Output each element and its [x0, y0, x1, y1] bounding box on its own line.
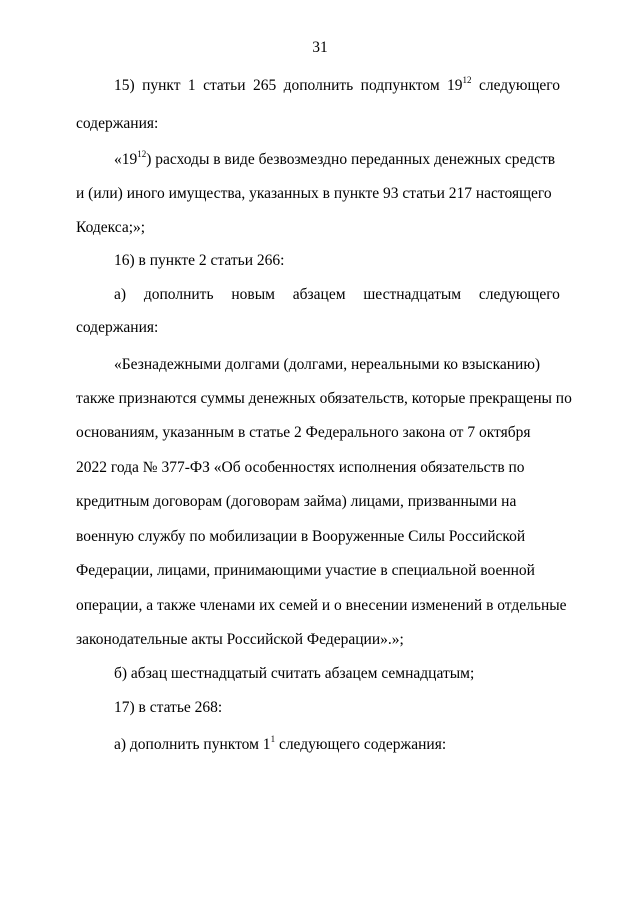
text-line: Федерации, лицами, принимающими участие в специальной военной	[76, 562, 535, 579]
text-line: 17) в статье 268:	[114, 699, 223, 716]
page-number: 31	[312, 39, 328, 56]
superscript: 12	[462, 75, 472, 85]
text-line	[114, 76, 560, 96]
text-fragment: 15) пункт 1 статьи 265 дополнить подпунктом $19^{12}$ следующего	[114, 75, 560, 94]
text-line: а) дополнить пунктом $1^1$ следующего содержания:	[114, 734, 447, 753]
text-line: 2022 года № 377-ФЗ «Об особенностях исполнения обязательств по	[76, 459, 525, 476]
word: абзацем	[292, 286, 346, 303]
text-line: содержания:	[76, 115, 159, 132]
text-line: военную службу по мобилизации в Вооруженные Силы Российской	[76, 528, 526, 545]
word: а)	[114, 286, 127, 303]
text-line: 16) в пункте 2 статьи 266:	[114, 252, 285, 269]
superscript: 1	[270, 734, 276, 744]
word: дополнить	[143, 286, 214, 303]
text-line: «Безнадежными долгами (долгами, нереальными ко взысканию)	[114, 356, 541, 373]
text-line: б) абзац шестнадцатый считать абзацем семнадцатым;	[114, 665, 475, 682]
text-line: и (или) иного имущества, указанных в пункте 93 статьи 217 настоящего	[76, 185, 552, 202]
word: шестнадцатым	[363, 286, 462, 303]
word: следующего	[478, 286, 560, 303]
word: новым	[231, 286, 275, 303]
text-line: Кодекса;»;	[76, 219, 146, 236]
text-line: также признаются суммы денежных обязательств, которые прекращены по	[76, 390, 572, 407]
text-line: содержания:	[76, 319, 159, 336]
text-line: кредитным договорам (договорам займа) лицами, призванными на	[76, 493, 517, 510]
text-line: основаниям, указанным в статье 2 Федерального закона от 7 октября	[76, 424, 531, 441]
text-line: законодательные акты Российской Федерации».»;	[76, 631, 404, 648]
text-line: «$19^{12}$) расходы в виде безвозмездно переданных денежных средств	[114, 149, 556, 168]
text-line	[114, 285, 560, 305]
superscript: 12	[137, 149, 147, 159]
text-line: операции, а также членами их семей и о внесении изменений в отдельные	[76, 597, 567, 614]
